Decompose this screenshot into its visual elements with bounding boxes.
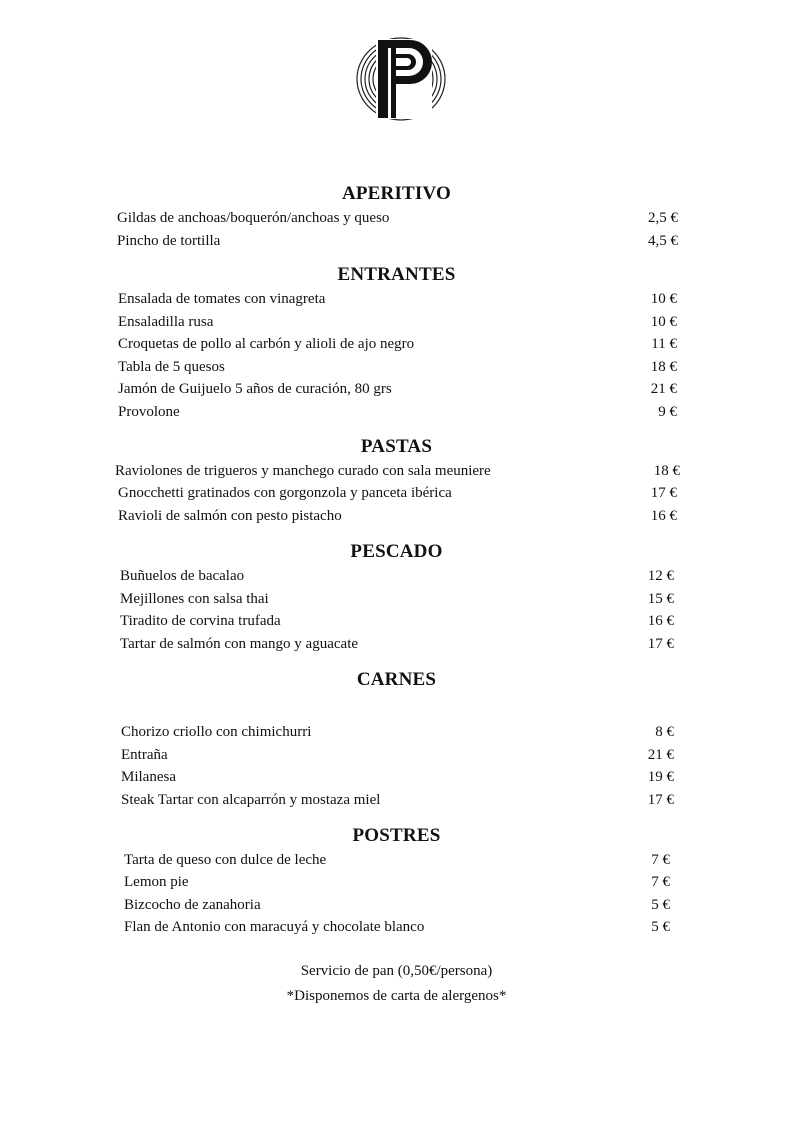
- menu-item-name: Bizcocho de zanahoria: [124, 897, 261, 913]
- section-title-pastas: PASTAS: [360, 436, 433, 457]
- menu-item-name: Mejillones con salsa thai: [120, 591, 269, 607]
- menu-item-price: 11 €: [651, 336, 677, 352]
- menu-item-name: Steak Tartar con alcaparrón y mostaza miel: [121, 792, 381, 808]
- menu-item-price: 17 €: [647, 792, 674, 808]
- menu-item-price: 2,5 €: [648, 210, 678, 226]
- menu-item-price: 16 €: [650, 508, 677, 524]
- menu-item-name: Pincho de tortilla: [117, 233, 221, 249]
- menu-item-name: Ensaladilla rusa: [118, 314, 214, 330]
- menu-item-price: 21 €: [647, 747, 674, 763]
- menu-item-name: Chorizo criollo con chimichurri: [121, 724, 312, 740]
- menu-item-price: 21 €: [650, 381, 677, 397]
- menu-item-price: 10 €: [650, 314, 677, 330]
- menu-item-name: Tabla de 5 quesos: [118, 359, 225, 375]
- menu-item-price: 7 €: [651, 852, 670, 868]
- menu-item-price: 10 €: [650, 291, 677, 307]
- menu-item-name: Tiradito de corvina trufada: [120, 613, 281, 629]
- menu-item-price: 8 €: [655, 724, 674, 740]
- menu-item-price: 9 €: [658, 404, 677, 420]
- menu-item-price: 18 €: [650, 359, 677, 375]
- menu-item-price: 4,5 €: [648, 233, 678, 249]
- menu-item-name: Flan de Antonio con maracuyá y chocolate blanco: [124, 919, 425, 935]
- menu-item-name: Gnocchetti gratinados con gorgonzola y panceta ibérica: [118, 485, 452, 501]
- bread-service-note: Servicio de pan (0,50€/persona): [300, 963, 493, 979]
- menu-item-name: Milanesa: [121, 769, 176, 785]
- allergen-note: *Disponemos de carta de alergenos*: [286, 988, 507, 1004]
- menu-item-name: Ravioli de salmón con pesto pistacho: [118, 508, 342, 524]
- section-title-entrantes: ENTRANTES: [337, 264, 456, 285]
- menu-item-name: Ensalada de tomates con vinagreta: [118, 291, 326, 307]
- section-title-pescado: PESCADO: [350, 541, 443, 562]
- menu-item-name: Croquetas de pollo al carbón y alioli de ajo negro: [118, 336, 415, 352]
- section-title-carnes: CARNES: [356, 669, 437, 690]
- menu-item-name: Gildas de anchoas/boquerón/anchoas y queso: [117, 210, 390, 226]
- menu-item-name: Entraña: [121, 747, 168, 763]
- menu-item-price: 19 €: [647, 769, 674, 785]
- menu-item-price: 5 €: [651, 919, 670, 935]
- menu-item-price: 15 €: [647, 591, 674, 607]
- menu-item-name: Buñuelos de bacalao: [120, 568, 245, 584]
- section-title-postres: POSTRES: [352, 825, 441, 846]
- menu-item-price: 17 €: [650, 485, 677, 501]
- restaurant-p-logo: [354, 34, 448, 124]
- menu-item-price: 17 €: [647, 636, 674, 652]
- section-title-aperitivo: APERITIVO: [341, 183, 452, 204]
- menu-item-price: 5 €: [651, 897, 670, 913]
- menu-item-name: Tarta de queso con dulce de leche: [124, 852, 327, 868]
- menu-item-price: 16 €: [647, 613, 674, 629]
- menu-item-price: 18 €: [653, 463, 680, 479]
- menu-item-name: Provolone: [118, 404, 180, 420]
- menu-item-name: Lemon pie: [124, 874, 189, 890]
- menu-item-name: Tartar de salmón con mango y aguacate: [120, 636, 359, 652]
- menu-item-name: Raviolones de trigueros y manchego curado con sala meuniere: [115, 463, 491, 479]
- menu-item-name: Jamón de Guijuelo 5 años de curación, 80 grs: [118, 381, 392, 397]
- menu-item-price: 7 €: [651, 874, 670, 890]
- menu-item-price: 12 €: [647, 568, 674, 584]
